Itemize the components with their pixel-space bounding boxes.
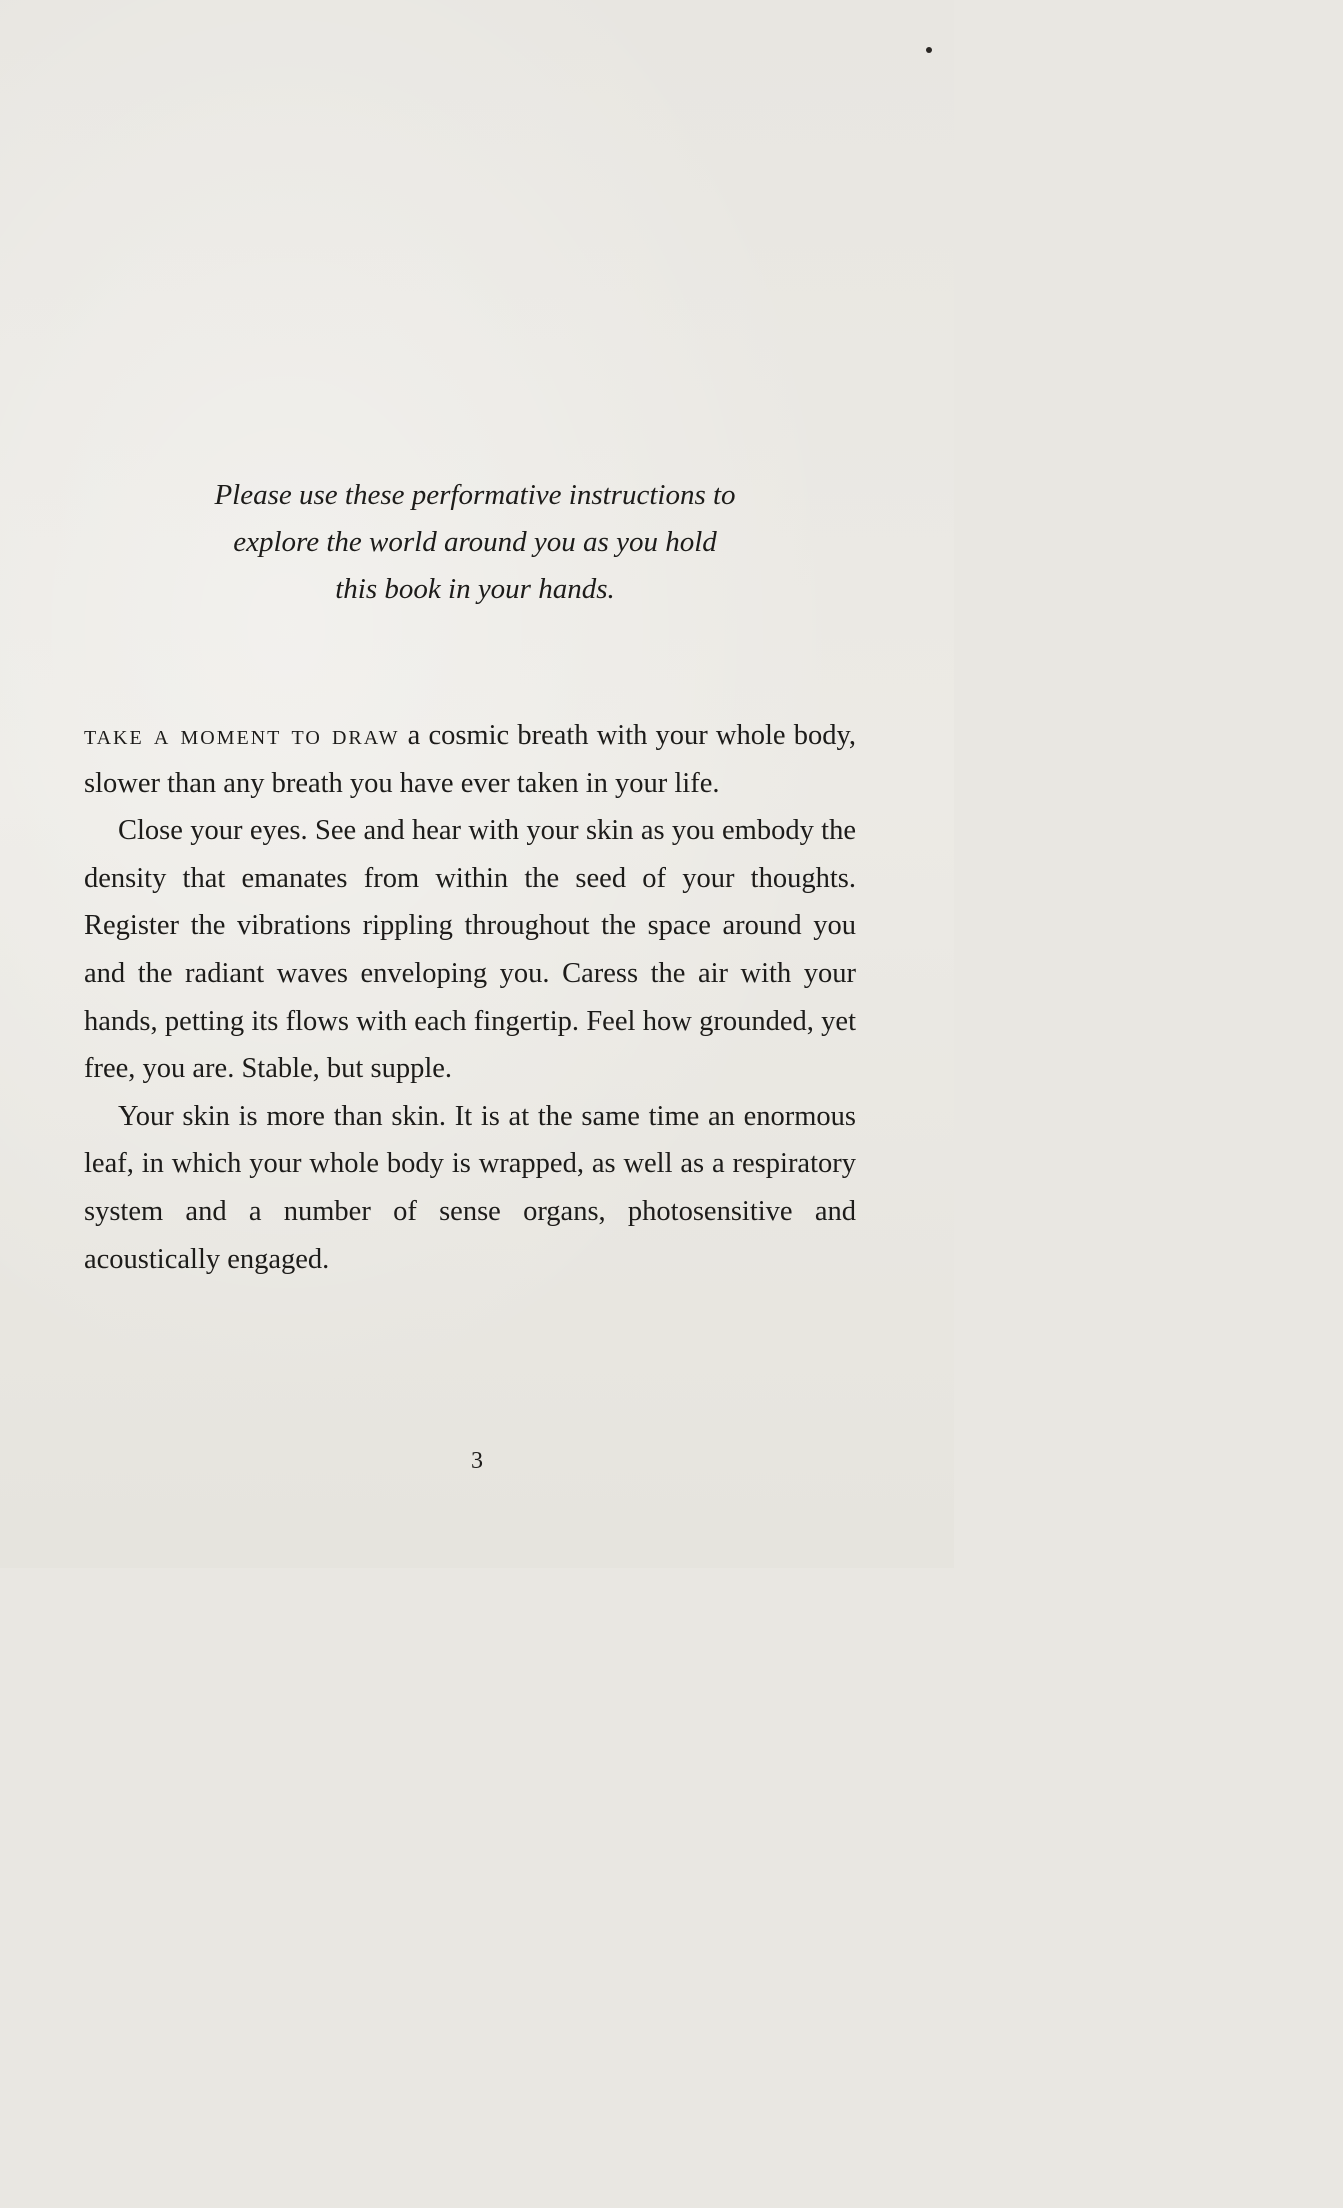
epigraph-line: Please use these performative instructions to bbox=[214, 479, 736, 511]
epigraph bbox=[150, 472, 800, 613]
epigraph-line: explore the world around you as you hold bbox=[233, 526, 717, 558]
page-number: 3 bbox=[471, 1448, 483, 1474]
epigraph-line: this book in your hands. bbox=[335, 573, 615, 605]
body-text bbox=[84, 712, 856, 1283]
paragraph-text: a cosmic breath with your whole body, slower than any breath you have ever taken in your life. bbox=[84, 720, 856, 799]
paragraph: Your skin is more than skin. It is at the same time an enormous leaf, in which your whole body is wrapped, as well as a respiratory system and a number of sense organs, photosensitive and acoustically engaged. bbox=[84, 1100, 856, 1275]
paper-speck bbox=[926, 47, 932, 53]
paragraph: Close your eyes. See and hear with your skin as you embody the density that emanates from within the seed of your thoughts. Register the vibrations rippling throughout the space around you and the radiant waves enveloping you. Caress the air with your hands, petting its flows with each fingertip. Feel how grounded, yet free, you are. Stable, but supple. bbox=[84, 815, 856, 1085]
paragraph bbox=[84, 712, 856, 807]
lead-in-small-caps: take a moment to draw bbox=[84, 720, 400, 751]
